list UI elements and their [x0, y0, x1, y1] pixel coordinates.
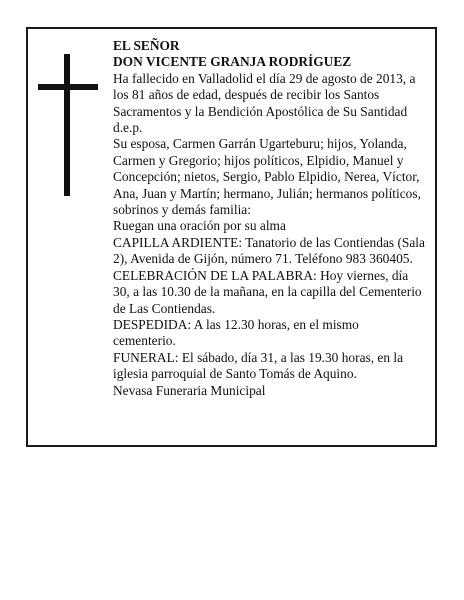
cross-vertical-bar — [64, 54, 70, 196]
cross-horizontal-bar — [38, 84, 98, 90]
farewell-info: DESPEDIDA: A las 12.30 horas, en el mismo cementerio. — [113, 316, 359, 349]
deceased-title: EL SEÑOR — [113, 38, 180, 53]
celebration-info: CELEBRACIÓN DE LA PALABRA: Hoy viernes, día 30, a las 10.30 de la mañana, en la capilla del Cementerio de Las Contiendas. — [113, 267, 422, 316]
funeral-info: FUNERAL: El sábado, día 31, a las 19.30 horas, en la iglesia parroquial de Santo Tomás de Aquino. — [113, 349, 404, 382]
latin-cross-icon — [38, 54, 98, 196]
funeral-home: Nevasa Funeraria Municipal — [113, 382, 266, 398]
chapel-info: CAPILLA ARDIENTE: Tanatorio de las Contiendas (Sala 2), Avenida de Gijón, número 71. Teléfono 983 360405. — [113, 234, 425, 267]
death-announcement: Ha fallecido en Valladolid el día 29 de agosto de 2013, a los 81 años de edad, después de recibir los Santos Sacramentos y la Bendición Apostólica de Su Santidad d.e.p. — [113, 70, 416, 136]
prayer-request: Ruegan una oración por su alma — [113, 218, 286, 234]
family-list: Su esposa, Carmen Garrán Ugarteburu; hijos, Yolanda, Carmen y Gregorio; hijos políticos, Elpidio, Manuel y Concepción; nietos, Sergio, Pablo Elpidio, Nerea, Víctor, Ana, Juan y Martín; hermano, Julián; hermanos políticos, sobrinos y demás familia: — [113, 136, 421, 218]
deceased-name: DON VICENTE GRANJA RODRÍGUEZ — [113, 54, 352, 70]
obituary-text — [113, 38, 425, 399]
